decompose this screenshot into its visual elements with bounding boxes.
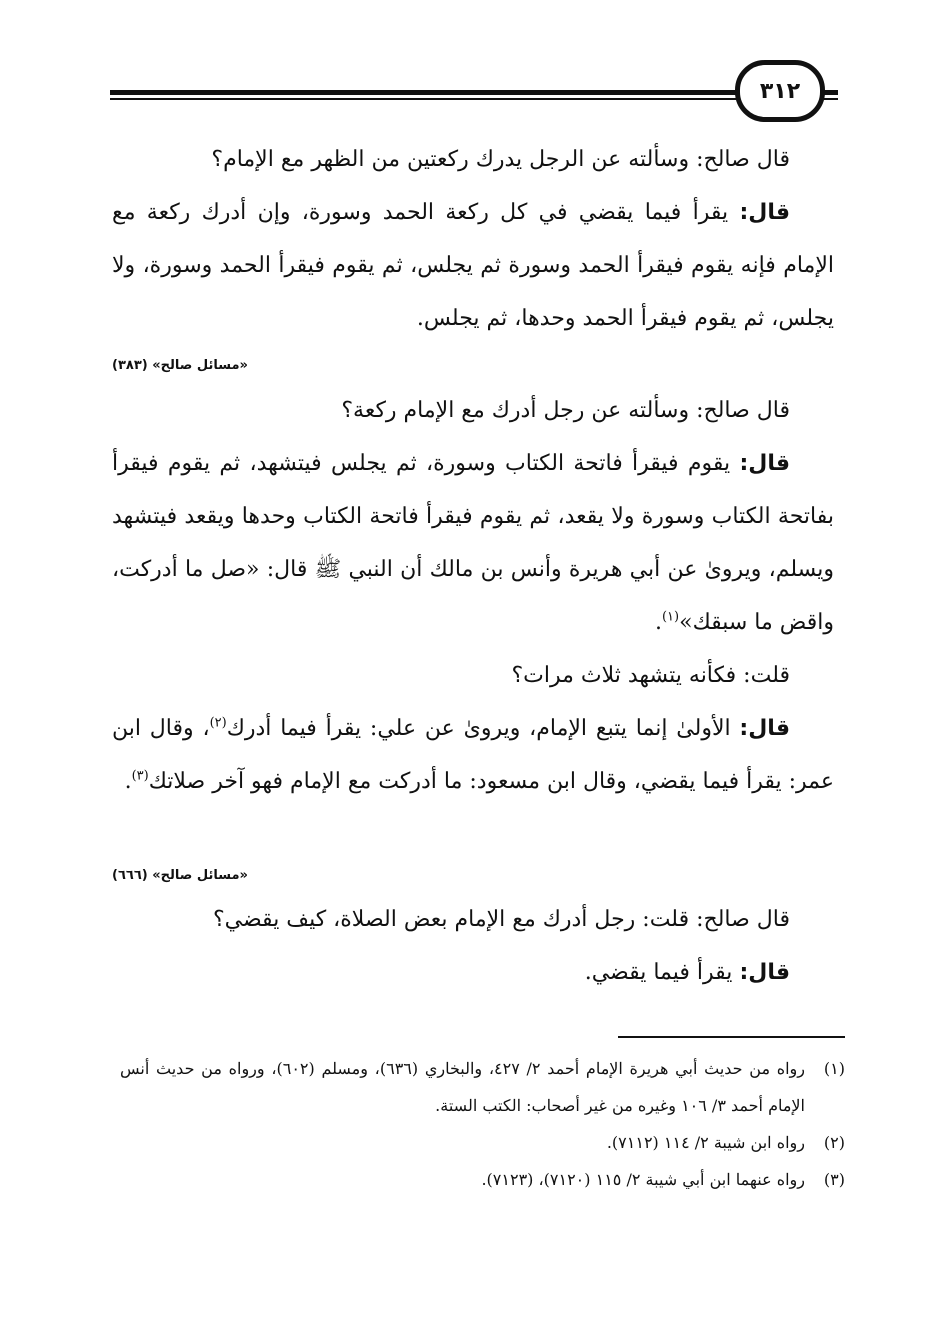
answer	[112, 437, 834, 649]
answer-text: الأولىٰ إنما يتبع الإمام، ويروىٰ عن علي: يقرأ فيما أدرك	[226, 716, 740, 741]
answer	[112, 946, 834, 999]
section-3	[112, 893, 834, 999]
section-1	[112, 133, 834, 345]
footnotes	[120, 1050, 845, 1198]
answer-text: ، وقال ابن عمر: يقرأ فيما يقضي، وقال ابن مسعود: ما أدركت مع الإمام فهو آخر صلاتك	[112, 716, 834, 794]
footnote-number: (٢)	[823, 1133, 845, 1152]
answer-end: .	[124, 769, 132, 794]
footnote-number: (١)	[823, 1059, 845, 1078]
page-number: ٣١٢	[735, 60, 825, 122]
answer-text: يقرأ فيما يقضي.	[584, 960, 740, 985]
section-2	[112, 384, 834, 808]
footnote-number: (٣)	[823, 1170, 845, 1189]
footnote-ref[interactable]: (٣)	[131, 768, 149, 784]
question: قلت: فكأنه يتشهد ثلاث مرات؟	[511, 663, 790, 688]
header-rule-thin	[110, 98, 838, 100]
footnote-rule	[618, 1036, 845, 1038]
footnote-item	[120, 1050, 845, 1124]
answer-label: قال:	[739, 960, 790, 985]
footnote-ref[interactable]: (١)	[661, 609, 680, 625]
answer-end: .	[654, 610, 662, 635]
question: قال صالح: وسألته عن رجل أدرك مع الإمام ركعة؟	[341, 398, 790, 423]
answer-text: يقرأ فيما يقضي في كل ركعة الحمد وسورة، وإن أدرك ركعة مع الإمام فإنه يقوم فيقرأ الحمد وسورة ثم يجلس، ثم يقوم فيقرأ الحمد وسورة، ولا يجلس، ثم يقوم فيقرأ الحمد وحدها، ثم يجلس.	[112, 200, 834, 331]
question: قال صالح: وسألته عن الرجل يدرك ركعتين من الظهر مع الإمام؟	[211, 147, 790, 172]
footnote-item	[120, 1161, 845, 1198]
footnote-text: رواه ابن شيبة ٢/ ١١٤ (٧١١٢).	[606, 1133, 805, 1152]
source-citation: «مسائل صالح» (٦٦٦)	[112, 868, 248, 883]
answer	[112, 186, 834, 345]
answer-label: قال:	[739, 716, 790, 741]
footnote-text: رواه من حديث أبي هريرة الإمام أحمد ٢/ ٤٢٧، والبخاري (٦٣٦)، ومسلم (٦٠٢)، ورواه من حديث أنس الإمام أحمد ٣/ ١٠٦ وغيره من غير أصحاب: الكتب الستة.	[120, 1059, 806, 1115]
header-rule-thick	[110, 90, 838, 95]
header-rule	[110, 88, 838, 102]
source-citation: «مسائل صالح» (٣٨٣)	[112, 358, 248, 373]
answer-text: يقوم فيقرأ فاتحة الكتاب وسورة، ثم يجلس فيتشهد، ثم يقوم فيقرأ بفاتحة الكتاب وسورة ولا يقعد، ثم يقوم فيقرأ فاتحة الكتاب وحدها ويقعد فيتشهد ويسلم، ويروىٰ عن أبي هريرة وأنس بن مالك أن النبي ﷺ قال: «صل ما أدركت، واقض ما سبقك»	[112, 451, 834, 635]
footnote-item	[120, 1124, 845, 1161]
footnote-text: رواه عنهما ابن أبي شيبة ٢/ ١١٥ (٧١٢٠)، (٧١٢٣).	[481, 1170, 805, 1189]
answer	[112, 702, 834, 808]
answer-label: قال:	[739, 200, 790, 225]
answer-label: قال:	[739, 451, 790, 476]
footnote-ref[interactable]: (٢)	[209, 715, 227, 731]
question: قال صالح: قلت: رجل أدرك مع الإمام بعض الصلاة، كيف يقضي؟	[212, 907, 790, 932]
